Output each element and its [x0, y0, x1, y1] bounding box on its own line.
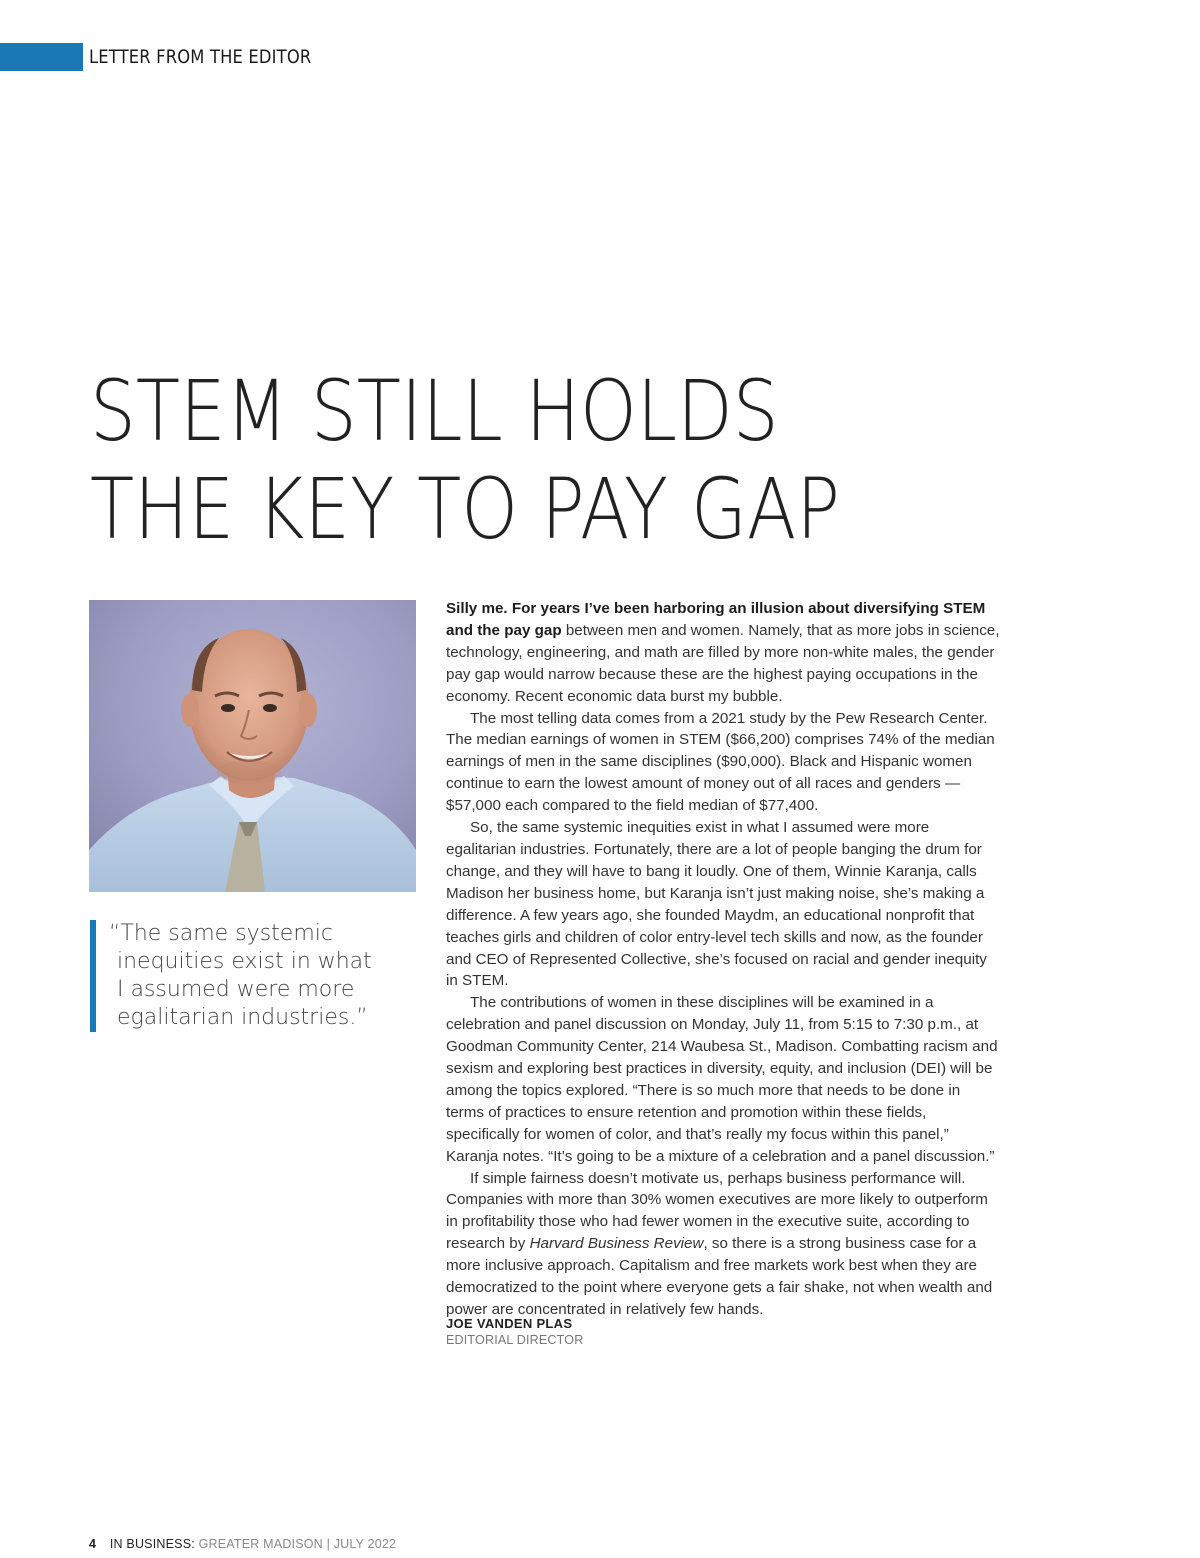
pull-quote-line-3: I assumed were more	[117, 977, 355, 1002]
publication-name: IN BUSINESS:	[109, 1537, 195, 1551]
editor-portrait-photo	[89, 600, 416, 892]
article-paragraph-5	[446, 1168, 1002, 1321]
article-paragraph-4: The contributions of women in these disciplines will be examined in a celebration and panel discussion on Monday, July 11, from 5:15 to 7:30 p.m., at Goodman Community Center, 214 Waubesa St., Madison. Combatting racism and sexism and exploring best practices in diversity, equity, and inclusion (DEI) will be among the topics explored. “There is so much more that needs to be done in terms of practices to ensure retention and promotion within these fields, specifically for women of color, and that’s really my focus within this panel,” Karanja notes. “It’s going to be a mixture of a celebration and a panel discussion.”	[446, 994, 998, 1165]
section-accent-bar	[0, 43, 83, 71]
article-paragraph-2: The most telling data comes from a 2021 study by the Pew Research Center. The median earnings of women in STEM ($66,200) comprises 74% of the median earnings of men in the same disciplines ($90,000). Black and Hispanic women continue to earn the lowest amount of money out of all races and genders — $57,000 each compared to the field median of $77,400.	[446, 709, 995, 815]
headline-line-2: THE KEY TO PAY GAP	[90, 460, 840, 558]
article-paragraph-3: So, the same systemic inequities exist in what I assumed were more egalitarian industries. Fortunately, there are a lot of people banging the drum for change, and they will have to bang it loudly. One of them, Winnie Karanja, calls Madison her business home, but Karanja isn’t just making noise, she’s making a difference. A few years ago, she founded Maydm, an educational nonprofit that teaches girls and children of color entry-level tech skills and now, as the founder and CEO of Represented Collective, she’s focused on racial and gender inequity in STEM.	[446, 819, 987, 990]
section-label: LETTER FROM THE EDITOR	[89, 46, 312, 68]
author-name: JOE VANDEN PLAS	[446, 1316, 573, 1331]
article-paragraph-1	[446, 598, 1002, 708]
issue-info: GREATER MADISON | JULY 2022	[198, 1537, 397, 1551]
headline-line-1: STEM STILL HOLDS	[90, 362, 779, 460]
page-footer	[89, 1537, 396, 1551]
article-paragraph-1-text: between men and women. Namely, that as more jobs in science, technology, engineering, and math are filled by more non-white males, the gender pay gap would narrow because these are the highest paying occupations in the economy. Recent economic data burst my bubble.	[446, 621, 1000, 705]
article-lead-in: Silly me. For years I’ve been harboring an illusion about diversifying STEM and the pay gap	[446, 600, 986, 639]
author-title: EDITORIAL DIRECTOR	[446, 1333, 584, 1347]
article-paragraph-5-text-a: If simple fairness doesn’t motivate us, perhaps business performance will. Companies with more than 30% women executives are more likely to outperform in profitability those who had fewer women in the executive suite, according to research by	[446, 1169, 988, 1253]
headline	[90, 362, 840, 558]
pull-quote-line-4: egalitarian industries.”	[117, 1005, 368, 1030]
pull-quote-line-1: “The same systemic	[109, 921, 333, 946]
pull-quote-line-2: inequities exist in what	[117, 949, 372, 974]
byline	[446, 1316, 583, 1347]
publication-citation: Harvard Business Review	[529, 1235, 704, 1253]
article-body	[446, 598, 1002, 1321]
page-number: 4	[89, 1537, 97, 1551]
pull-quote	[90, 920, 372, 1032]
article-paragraph-5-text-b: , so there is a strong business case for a more inclusive approach. Capitalism and free markets work best when they are democratized to the point where everyone gets a fair shake, not when wealth and power are concentrated in relatively few hands.	[446, 1235, 993, 1318]
